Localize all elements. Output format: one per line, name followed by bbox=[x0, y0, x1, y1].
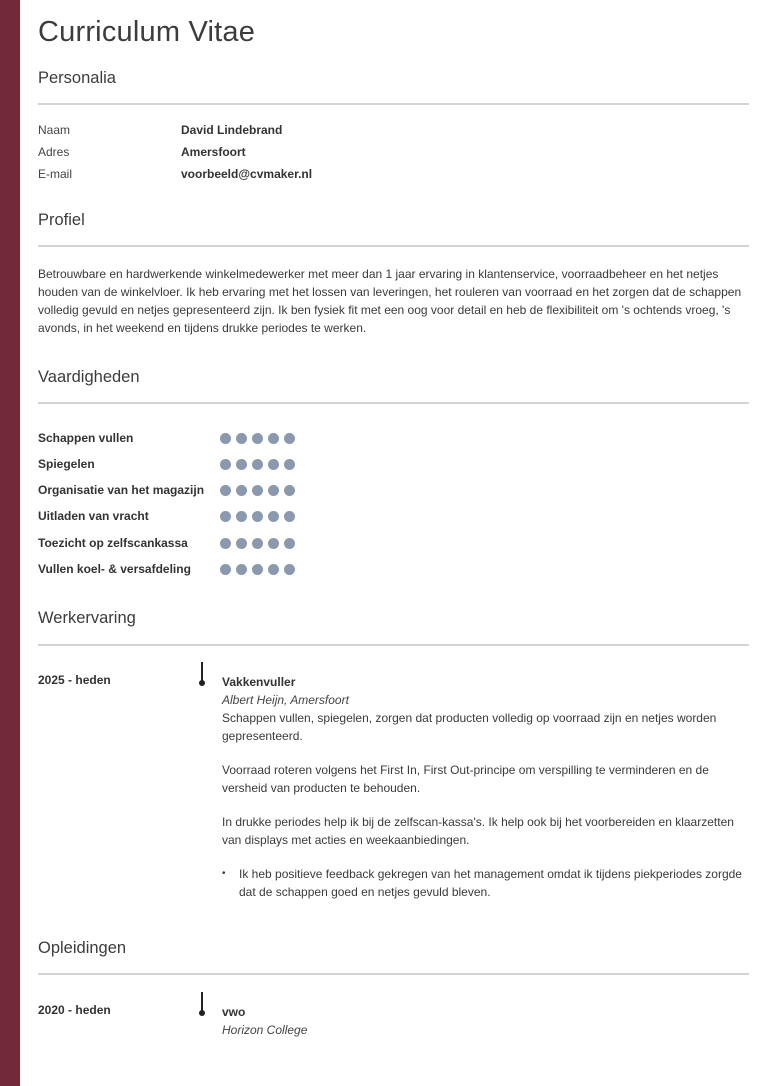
rating-dot bbox=[236, 511, 247, 522]
rating-dot bbox=[220, 564, 231, 575]
skill-label: Uitladen van vracht bbox=[38, 509, 149, 523]
rating-dot bbox=[284, 485, 295, 496]
rating-dot bbox=[252, 538, 263, 549]
skill-rating bbox=[220, 459, 295, 470]
work-paragraph: Voorraad roteren volgens het First In, First Out-principe om verspilling te verminderen en de versheid van producten te behouden. bbox=[222, 763, 709, 795]
field-label: E-mail bbox=[38, 167, 73, 181]
field-value-address: Amersfoort bbox=[181, 145, 246, 159]
rating-dot bbox=[236, 564, 247, 575]
rating-dot bbox=[252, 433, 263, 444]
field-label: Naam bbox=[38, 123, 71, 137]
rating-dot bbox=[236, 433, 247, 444]
section-heading-vaardigheden: Vaardigheden bbox=[38, 368, 140, 386]
rating-dot bbox=[284, 538, 295, 549]
timeline-dot bbox=[199, 1010, 205, 1016]
sidebar-accent-bar bbox=[0, 0, 20, 1086]
education-title: vwo bbox=[222, 1005, 246, 1019]
rating-dot bbox=[268, 459, 279, 470]
work-paragraph: In drukke periodes help ik bij de zelfscan-kassa's. Ik help ook bij het voorbereiden en klaarzetten van displays met acties en weekaanbiedingen. bbox=[222, 815, 734, 847]
rating-dot bbox=[220, 538, 231, 549]
section-heading-opleidingen: Opleidingen bbox=[38, 939, 127, 957]
skill-rating bbox=[220, 564, 295, 575]
skill-label: Toezicht op zelfscankassa bbox=[38, 536, 188, 550]
work-paragraph: Schappen vullen, spiegelen, zorgen dat producten volledig op voorraad zijn en netjes worden gepresenteerd. bbox=[222, 711, 717, 743]
rating-dot bbox=[252, 459, 263, 470]
skill-label: Vullen koel- & versafdeling bbox=[38, 562, 191, 576]
section-heading-profiel: Profiel bbox=[38, 211, 85, 229]
job-title: Vakkenvuller bbox=[222, 675, 296, 689]
rating-dot bbox=[236, 459, 247, 470]
section-heading-personalia: Personalia bbox=[38, 69, 116, 87]
rating-dot bbox=[268, 511, 279, 522]
rating-dot bbox=[236, 485, 247, 496]
education-entry bbox=[222, 1003, 749, 1039]
field-value-name: David Lindebrand bbox=[181, 123, 283, 137]
achievement-item bbox=[222, 865, 749, 901]
work-entry bbox=[222, 673, 749, 901]
rating-dot bbox=[268, 564, 279, 575]
work-period: 2025 - heden bbox=[38, 673, 111, 687]
skill-rating bbox=[220, 433, 295, 444]
rating-dot bbox=[268, 538, 279, 549]
section-heading-werkervaring: Werkervaring bbox=[38, 609, 136, 627]
skill-item bbox=[38, 431, 338, 447]
divider bbox=[38, 402, 749, 404]
divider bbox=[38, 103, 749, 105]
skill-item bbox=[38, 536, 338, 552]
divider bbox=[38, 245, 749, 247]
skill-label: Organisatie van het magazijn bbox=[38, 483, 205, 497]
rating-dot bbox=[284, 459, 295, 470]
timeline-line bbox=[201, 992, 203, 1012]
skill-item bbox=[38, 457, 338, 473]
skill-rating bbox=[220, 511, 295, 522]
achievement-text: Ik heb positieve feedback gekregen van het management omdat ik tijdens piekperiodes zorgde dat de schappen goed en netjes gevuld bleven. bbox=[239, 867, 742, 899]
rating-dot bbox=[220, 511, 231, 522]
page-title: Curriculum Vitae bbox=[38, 16, 256, 48]
rating-dot bbox=[252, 485, 263, 496]
rating-dot bbox=[284, 511, 295, 522]
field-label: Adres bbox=[38, 145, 70, 159]
rating-dot bbox=[268, 433, 279, 444]
rating-dot bbox=[284, 433, 295, 444]
skill-rating bbox=[220, 538, 295, 549]
skill-label: Spiegelen bbox=[38, 457, 95, 471]
rating-dot bbox=[220, 459, 231, 470]
rating-dot bbox=[284, 564, 295, 575]
divider bbox=[38, 644, 749, 646]
skill-item bbox=[38, 509, 338, 525]
timeline-dot bbox=[199, 680, 205, 686]
rating-dot bbox=[268, 485, 279, 496]
rating-dot bbox=[220, 485, 231, 496]
education-period: 2020 - heden bbox=[38, 1003, 111, 1017]
skill-item bbox=[38, 562, 338, 578]
rating-dot bbox=[252, 564, 263, 575]
timeline-line bbox=[201, 662, 203, 682]
achievement-list bbox=[222, 865, 749, 901]
skill-item bbox=[38, 483, 338, 499]
skill-label: Schappen vullen bbox=[38, 431, 134, 445]
rating-dot bbox=[220, 433, 231, 444]
divider bbox=[38, 973, 749, 975]
skill-rating bbox=[220, 485, 295, 496]
rating-dot bbox=[236, 538, 247, 549]
company-name: Albert Heijn, Amersfoort bbox=[222, 693, 349, 707]
bullet-icon: • bbox=[222, 868, 226, 879]
field-value-email: voorbeeld@cvmaker.nl bbox=[181, 167, 313, 181]
profile-text: Betrouwbare en hardwerkende winkelmedewerker met meer dan 1 jaar ervaring in klantenservice, voorraadbeheer en het netjes houden van de winkelvloer. Ik heb ervaring met het lossen van leveringen, het rouleren van voorraad en het zorgen dat de schappen volledig gevuld en netjes gepresenteerd zijn. Ik ben fysiek fit met een oog voor detail en heb de flexibiliteit om 's ochtends vroeg, 's avonds, in het weekend en tijdens drukke periodes te werken. bbox=[38, 267, 742, 335]
rating-dot bbox=[252, 511, 263, 522]
school-name: Horizon College bbox=[222, 1023, 308, 1037]
